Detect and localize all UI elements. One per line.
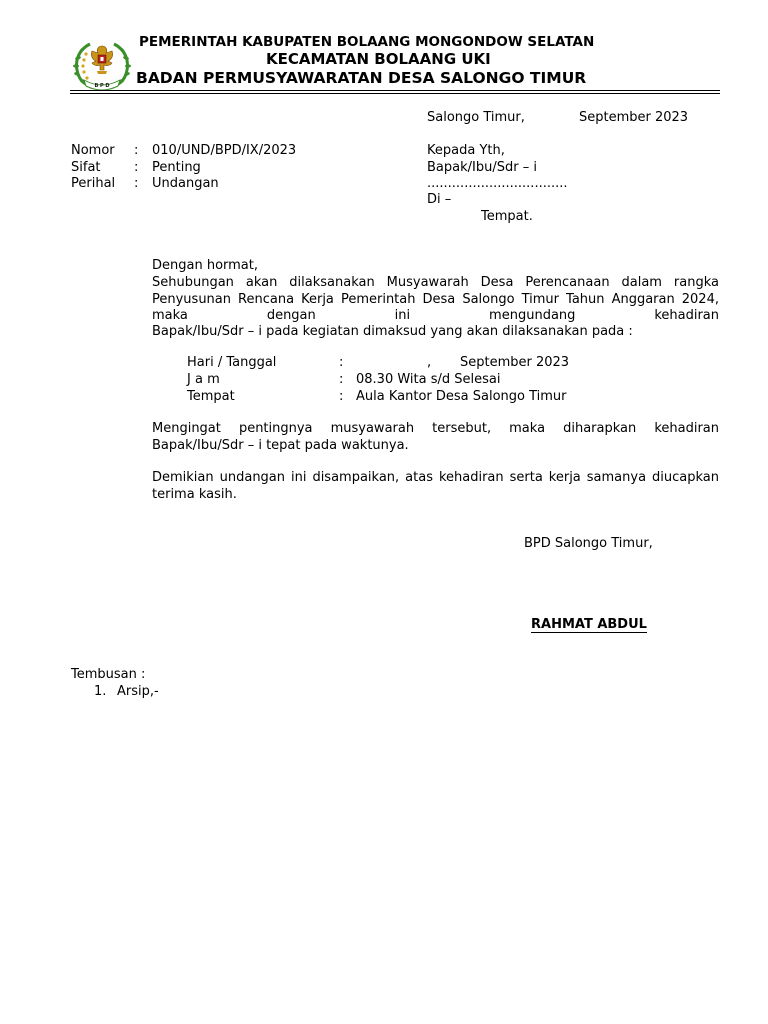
detail-label-place: Tempat (187, 389, 235, 404)
recipient-place: Tempat. (481, 209, 533, 224)
recipient-salutation: Kepada Yth, (427, 143, 505, 158)
letterhead-district: KECAMATAN BOLAANG UKI (266, 50, 491, 68)
detail-day-month: September 2023 (460, 355, 570, 370)
meta-label-nomor: Nomor (71, 143, 115, 158)
cc-label: Tembusan : (71, 667, 146, 682)
letter-date: September 2023 (579, 110, 689, 125)
body-paragraph-1-last-line: Bapak/Ibu/Sdr – i pada kegiatan dimaksud yang akan dilaksanakan pada : (152, 324, 633, 339)
detail-day-comma: , (427, 355, 432, 370)
meta-value-sifat: Penting (152, 160, 201, 175)
recipient-di: Di – (427, 192, 452, 207)
recipient-addressee: Bapak/Ibu/Sdr – i (427, 160, 537, 175)
meta-label-sifat: Sifat (71, 160, 101, 175)
letterhead-government: PEMERINTAH KABUPATEN BOLAANG MONGONDOW SELATAN (139, 34, 595, 50)
garuda-emblem-icon (70, 36, 136, 92)
detail-colon: : (339, 355, 344, 370)
greeting: Dengan hormat, (152, 258, 259, 273)
meta-colon: : (134, 176, 139, 191)
meta-colon: : (134, 160, 139, 175)
body-paragraph-3: Demikian undangan ini disampaikan, atas kehadiran serta kerja samanya diucapkan terima kasih. (152, 470, 719, 502)
body-paragraph-1: Sehubungan akan dilaksanakan Musyawarah Desa Perencanaan dalam rangka Penyusunan Rencana Kerja Pemerintah Desa Salongo Timur Tahun Anggaran 2024, maka dengan ini mengundang kehadiran (152, 275, 719, 323)
detail-colon: : (339, 372, 344, 387)
detail-value-time: 08.30 Wita s/d Selesai (356, 372, 501, 387)
detail-label-day: Hari / Tanggal (187, 355, 277, 370)
letterhead-divider (70, 90, 720, 94)
closing-organization: BPD Salongo Timur, (524, 536, 653, 551)
letter-place: Salongo Timur, (427, 110, 525, 125)
cc-item-number: 1. (94, 684, 107, 699)
detail-value-place: Aula Kantor Desa Salongo Timur (356, 389, 567, 404)
bpd-logo (70, 36, 136, 92)
letterhead-institution: BADAN PERMUSYAWARATAN DESA SALONGO TIMUR (136, 69, 587, 87)
meta-value-nomor: 010/UND/BPD/IX/2023 (152, 143, 297, 158)
detail-label-time: J a m (187, 372, 220, 387)
meta-value-perihal: Undangan (152, 176, 219, 191)
detail-colon: : (339, 389, 344, 404)
body-paragraph-2: Mengingat pentingnya musyawarah tersebut, maka diharapkan kehadiran Bapak/Ibu/Sdr – i tepat pada waktunya. (152, 421, 719, 453)
cc-item-text: Arsip,- (117, 684, 159, 699)
signer-name: RAHMAT ABDUL (531, 617, 647, 632)
recipient-name-placeholder: .................................. (427, 176, 568, 191)
meta-label-perihal: Perihal (71, 176, 116, 191)
svg-text:B P D: B P D (94, 83, 110, 89)
meta-colon: : (134, 143, 139, 158)
